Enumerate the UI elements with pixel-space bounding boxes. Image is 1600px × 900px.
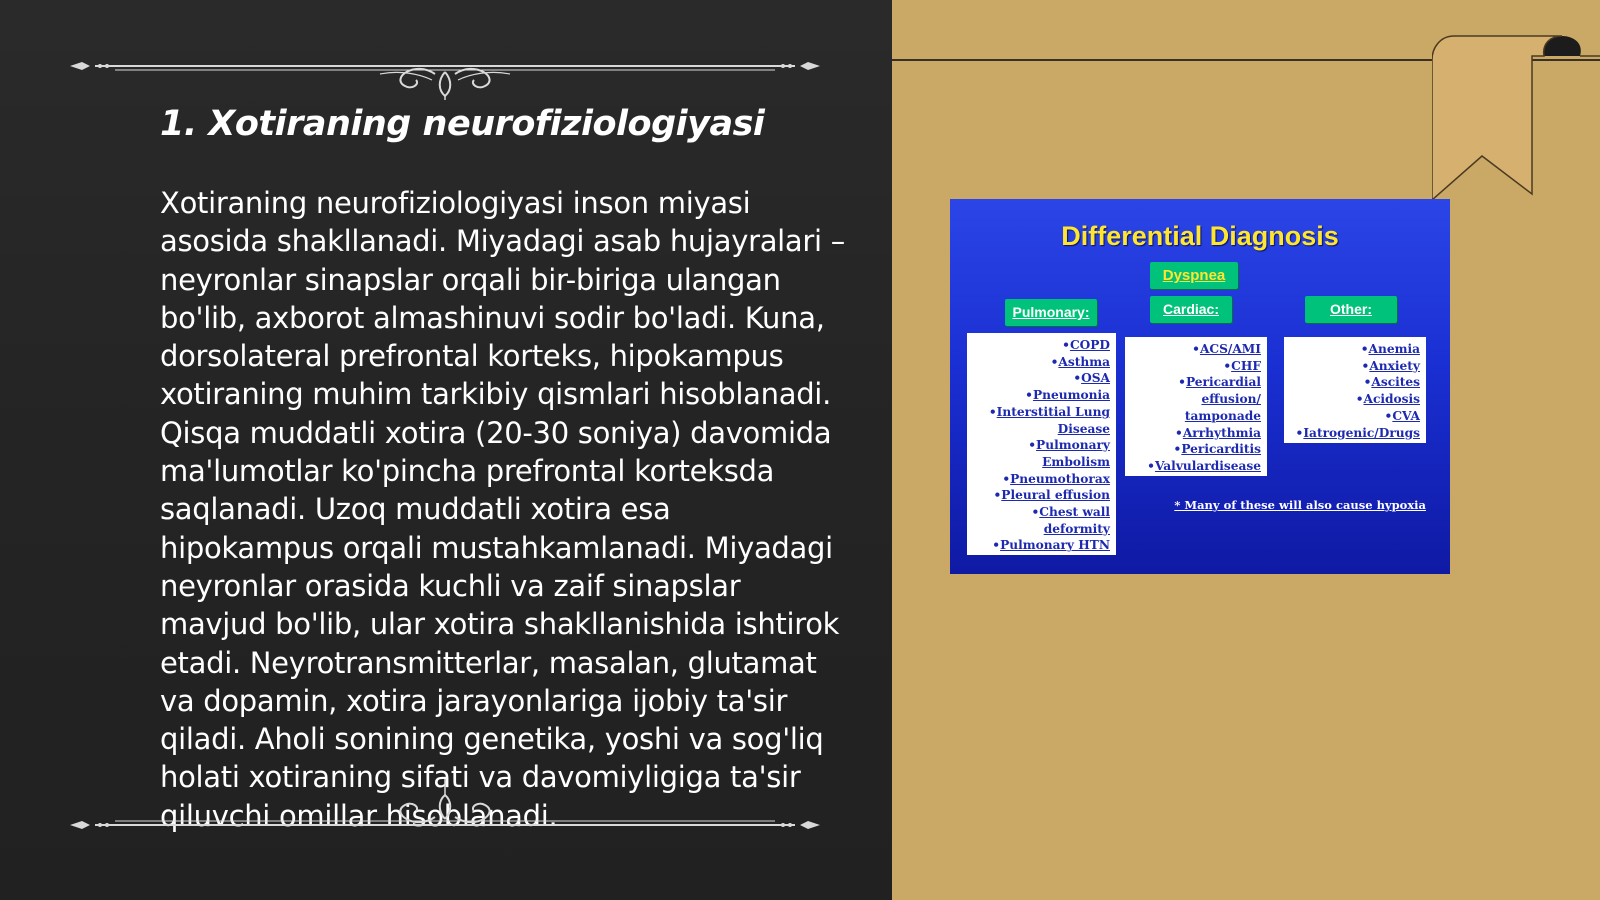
list-item: • Valvulardisease bbox=[1131, 458, 1261, 475]
list-item: • Anxiety bbox=[1290, 358, 1420, 375]
list-item: • Pericarditis bbox=[1131, 441, 1261, 458]
image-panel bbox=[892, 0, 1600, 900]
list-item: • Pericardial effusion/ tamponade bbox=[1131, 374, 1261, 424]
list-item: • Interstitial Lung Disease bbox=[973, 404, 1110, 437]
list-item: • Chest wall deformity bbox=[973, 504, 1110, 537]
list-item: • CVA bbox=[1290, 408, 1420, 425]
list-item: • Pneumothorax bbox=[973, 471, 1110, 488]
other-label: Other: bbox=[1305, 296, 1397, 323]
list-item: • Pulmonary Embolism bbox=[973, 437, 1110, 470]
bookmark-ribbon-icon bbox=[1432, 34, 1600, 200]
list-item: • OSA bbox=[973, 370, 1110, 387]
pulmonary-label: Pulmonary: bbox=[1005, 299, 1097, 326]
image-title: Differential Diagnosis bbox=[1061, 221, 1339, 251]
list-item: • Iatrogenic/Drugs bbox=[1290, 425, 1420, 442]
list-item: • Pleural effusion bbox=[973, 487, 1110, 504]
differential-diagnosis-image bbox=[950, 199, 1450, 574]
list-item: • Ascites bbox=[1290, 374, 1420, 391]
list-item: • Arrhythmia bbox=[1131, 425, 1261, 442]
body-paragraph: Xotiraning neurofiziologiyasi inson miyasi asosida shakllanadi. Miyadagi asab hujayralari – neyronlar sinapslar orqali bir-biriga ulangan bo'lib, axborot almashinuvi sodir bo'ladi. Kuna, dorsolateral prefrontal korteks, hipokampus xotiraning muhim tarkibiy qismlari hisoblanadi. Qisqa muddatli xotira (20-30 soniya) davomida ma'lumotlar ko'pincha prefrontal korteksda saqlanadi. Uzoq muddatli xotira esa hipokampus orqali mustahkamlanadi. Miyadagi neyronlar orasida kuchli va zaif sinapslar mavjud bo'lib, ular xotira shakllanishida ishtirok etadi. Neyrotransmitterlar, masalan, glutamat va dopamin, xotira jarayonlariga ijobiy ta'sir qiladi. Aholi sonining genetika, yoshi va sog'liq holati xotiraning sifati va davomiyligiga ta'sir qiluvchi omillar hisoblanadi. bbox=[160, 186, 845, 833]
list-item: • Pulmonary HTN bbox=[973, 537, 1110, 554]
list-item: • Asthma bbox=[973, 354, 1110, 371]
other-list bbox=[1284, 337, 1426, 443]
cardiac-label: Cardiac: bbox=[1150, 296, 1232, 323]
list-item: • ACS/AMI bbox=[1131, 341, 1261, 358]
list-item: • COPD bbox=[973, 337, 1110, 354]
list-item: • CHF bbox=[1131, 358, 1261, 375]
slide-title: 1. Xotiraning neurofiziologiyasi bbox=[160, 104, 765, 144]
list-item: • Pneumonia bbox=[973, 387, 1110, 404]
list-item: • Anemia bbox=[1290, 341, 1420, 358]
image-footnote: * Many of these will also cause hypoxia bbox=[1174, 498, 1426, 512]
pulmonary-list bbox=[967, 333, 1116, 555]
list-item: • Acidosis bbox=[1290, 391, 1420, 408]
ornamental-divider-bottom-icon bbox=[60, 775, 830, 835]
ornamental-divider-top-icon bbox=[60, 40, 830, 100]
cardiac-list bbox=[1125, 337, 1267, 476]
dyspnea-label: Dyspnea bbox=[1150, 262, 1238, 289]
